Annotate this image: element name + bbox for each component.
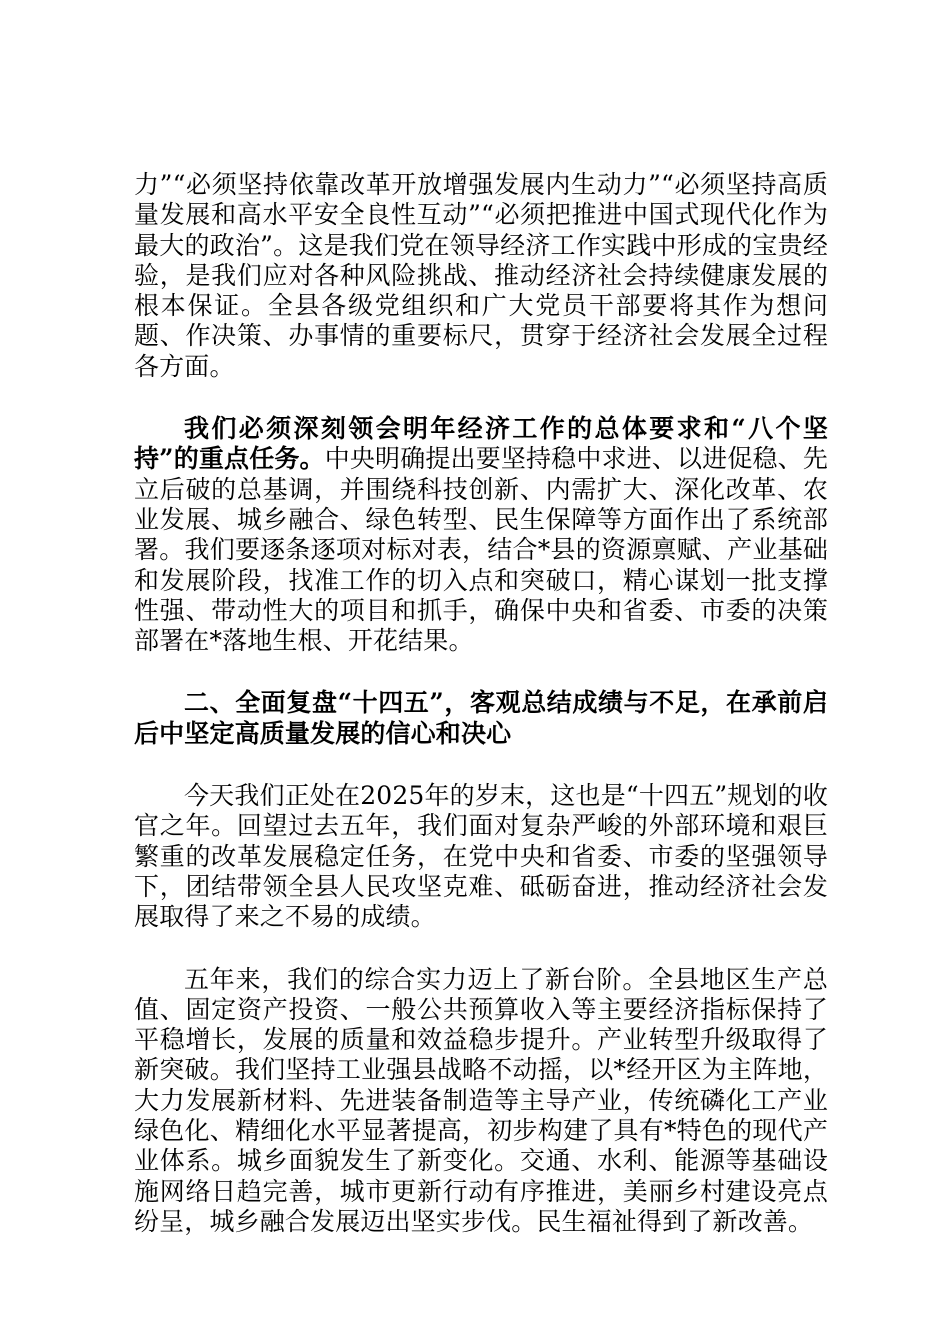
paragraph-overall-requirements	[134, 414, 828, 656]
paragraph-lead-sentence: 我们必须深刻领会明年经济工作的总体要求和“八个坚持”的重点任务。	[134, 414, 828, 474]
section-heading-2: 二、全面复盘“十四五”，客观总结成绩与不足，在承前启后中坚定高质量发展的信心和决心	[134, 688, 828, 748]
document-page	[134, 170, 828, 1237]
paragraph-body: 中央明确提出要坚持稳中求进、以进促稳、先立后破的总基调，并围绕科技创新、内需扩大、深化改革、农业发展、城乡融合、绿色转型、民生保障等方面作出了系统部署。我们要逐条逐项对标对表，结合*县的资源禀赋、产业基础和发展阶段，找准工作的切入点和突破口，精心谋划一批支撑性强、带动性大的项目和抓手，确保中央和省委、市委的决策部署在*落地生根、开花结果。	[134, 444, 828, 656]
paragraph-review: 今天我们正处在2025年的岁末，这也是“十四五”规划的收官之年。回望过去五年，我们面对复杂严峻的外部环境和艰巨繁重的改革发展稳定任务，在党中央和省委、市委的坚强领导下，团结带领全县人民攻坚克难、砥砺奋进，推动经济社会发展取得了来之不易的成绩。	[134, 781, 828, 932]
paragraph-continuation: 力”“必须坚持依靠改革开放增强发展内生动力”“必须坚持高质量发展和高水平安全良性互动”“必须把推进中国式现代化作为最大的政治”。这是我们党在领导经济工作实践中形成的宝贵经验，是我们应对各种风险挑战、推动经济社会持续健康发展的根本保证。全县各级党组织和广大党员干部要将其作为想问题、作决策、办事情的重要标尺，贯穿于经济社会发展全过程各方面。	[134, 170, 828, 381]
paragraph-achievements: 五年来，我们的综合实力迈上了新台阶。全县地区生产总值、固定资产投资、一般公共预算收入等主要经济指标保持了平稳增长，发展的质量和效益稳步提升。产业转型升级取得了新突破。我们坚持工业强县战略不动摇，以*经开区为主阵地，大力发展新材料、先进装备制造等主导产业，传统磷化工产业绿色化、精细化水平显著提高，初步构建了具有*特色的现代产业体系。城乡面貌发生了新变化。交通、水利、能源等基础设施网络日趋完善，城市更新行动有序推进，美丽乡村建设亮点纷呈，城乡融合发展迈出坚实步伐。民生福祉得到了新改善。	[134, 964, 828, 1236]
